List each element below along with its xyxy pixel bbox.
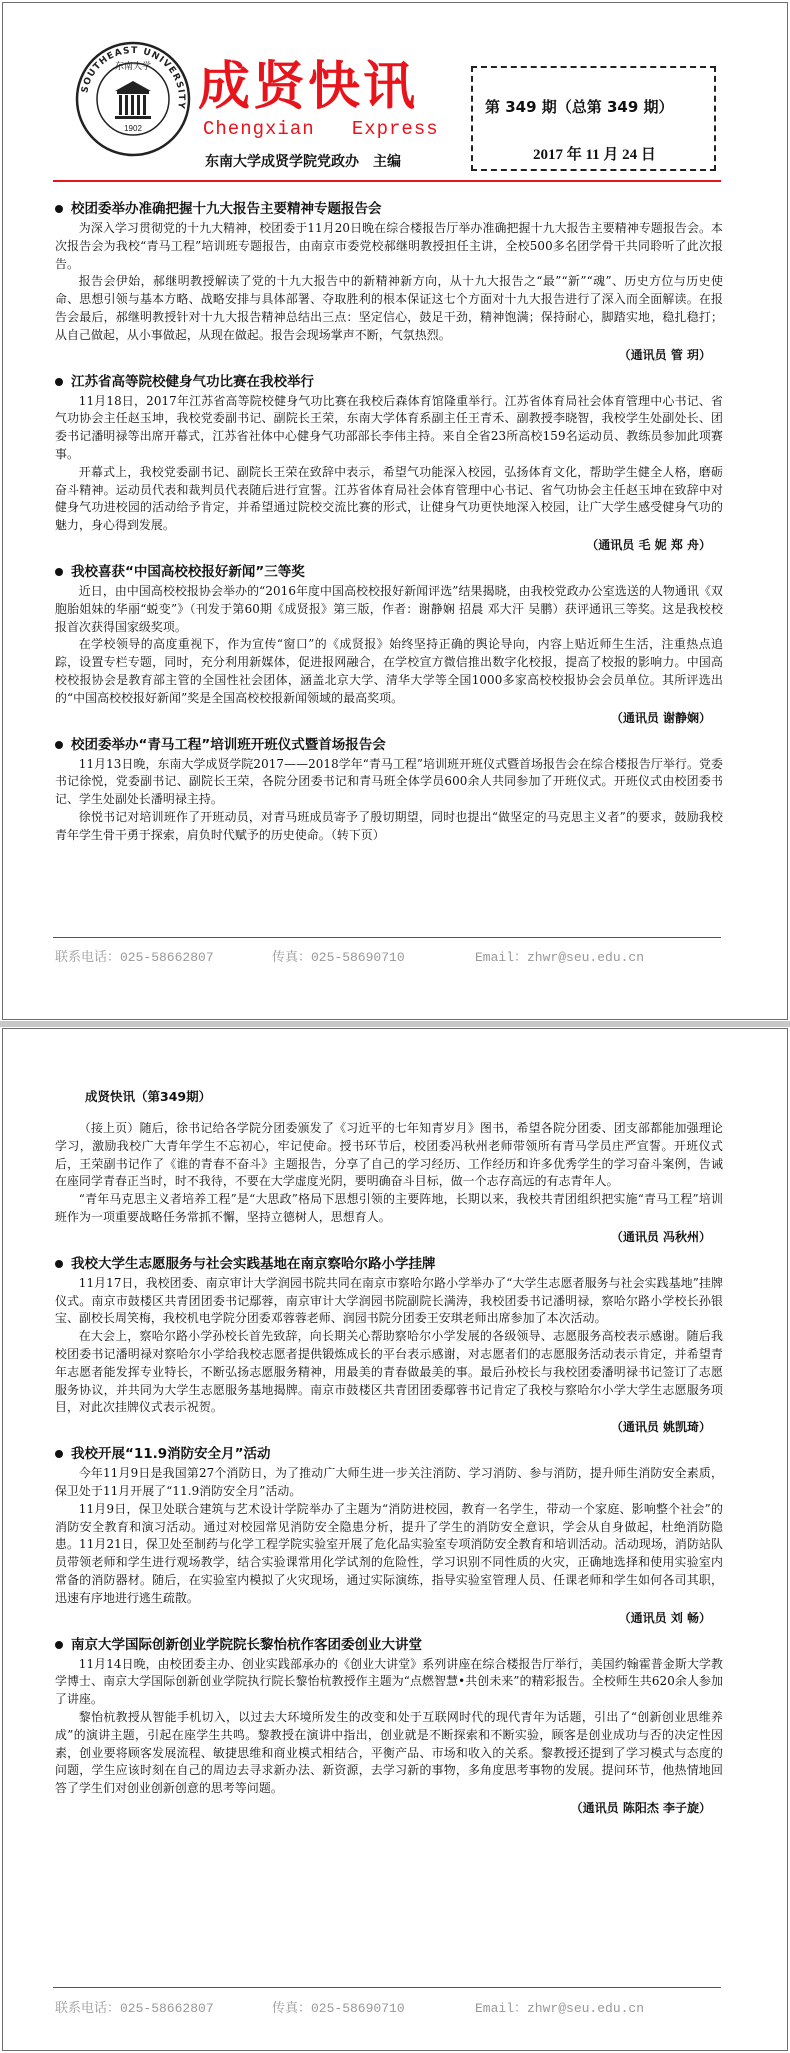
- newsletter-title-english: Chengxian Express: [203, 118, 439, 140]
- university-seal-logo: [75, 41, 191, 157]
- article: [55, 735, 723, 845]
- contact-phone: 联系电话：025-58662807: [55, 2001, 214, 2016]
- article-paragraph: “青年马克思主义者培养工程”是“大思政”格局下思想引领的主要阵地，长期以来，我校共青团组织把实施“青马工程”培训班作为一项重要战略任务常抓不懈，坚持立德树人，思想育人。: [55, 1192, 723, 1224]
- article-paragraph: 黎怡杭教授从智能手机切入，以过去大环境所发生的改变和处于互联网时代的现代青年为话题，引出了“创新创业思维养成”的演讲主题，引起在座学生共鸣。黎教授在演讲中指出，创业就是不断探索和不断实验，顾客是创业成功与否的决定性因素，创业要将顾客发展流程、敏捷思维和商业模式相结合，平衡产品、市场和收入的关系。黎教授还提到了学习模式与态度的问题，学生应该时刻在自己的周边去寻求新办法、新资源，去学习新的事物，多角度思考事物的发展。提问环节，他热情地回答了学生们对创业创新创意的思考等问题。: [55, 1709, 723, 1796]
- article-byline: （通讯员 谢静娴）: [610, 710, 711, 725]
- article: [55, 372, 723, 556]
- bullet-icon: [55, 205, 63, 213]
- article-headline: 校团委举办准确把握十九大报告主要精神专题报告会: [55, 199, 723, 219]
- svg-text:东南大学: 东南大学: [114, 62, 152, 72]
- bullet-icon: [55, 1641, 63, 1649]
- bullet-icon: [55, 741, 63, 749]
- article-paragraph: 11月13日晚，东南大学成贤学院2017——2018学年“青马工程”培训班开班仪式暨首场报告会在综合楼报告厅举行。党委书记徐悦，党委副书记、副院长王荣，各院分团委书记和青马班全体学员600余人共同参加了开班仪式。开班仪式由校团委书记、学生处副处长潘明禄主持。: [55, 756, 723, 807]
- article-paragraph: 为深入学习贯彻党的十九大精神，校团委于11月20日晚在综合楼报告厅举办准确把握十九大报告主要精神专题报告会。本次报告会为我校“青马工程”培训班专题报告，由南京市委党校郝继明教授担任主讲，全校500多名团学骨干共同聆听了此次报告。: [55, 221, 723, 271]
- page-two-articles: [55, 1120, 723, 1825]
- contact-footer: [55, 1997, 723, 2017]
- article-paragraph: 11月9日，保卫处联合建筑与艺术设计学院举办了主题为“消防进校园，教育一名学生，带动一个家庭、影响整个社会”的消防安全教育和演习活动。通过对校园常见消防安全隐患分析，提升了学生的消防安全意识，学会从自身做起，杜绝消防隐患。11月21日，保卫处至制药与化学工程学院实验室开展了危化品实验室专项消防安全教育和培训活动。活动现场，消防站队员带领老师和学生进行观场教学，结合实验课常用化学试剂的危险性，学习识别不同性质的火灾，正确地选择和使用实验室内常备的消防器材。随后，在实验室内模拟了火灾现场，通过实际演练，指导实验室管理人员、任课老师和学生如何各司其职，迅速有序地进行逃生疏散。: [55, 1501, 723, 1605]
- footer-divider: [53, 937, 721, 938]
- contact-email[interactable]: Email：zhwr@seu.edu.cn: [475, 2001, 645, 2016]
- page-one-articles: [55, 199, 723, 851]
- running-head: 成贤快讯（第349期）: [85, 1089, 212, 1104]
- article-paragraph: 在大会上，察哈尔路小学孙校长首先致辞，向长期关心帮助察哈尔小学发展的各级领导、志愿服务高校表示感谢。随后我校团委书记潘明禄对察哈尔小学给我校志愿者提供锻炼成长的平台表示感谢，对志愿者们的志愿服务活动表示肯定，并希望青年志愿者能发挥专业特长，不断弘扬志愿服务精神，用最美的青春做最美的事。最后孙校长与我校团委潘明禄书记签订了志愿服务协议，并共同为大学生志愿服务基地揭牌。南京市鼓楼区共青团团委鄢蓉书记肯定了我校与察哈尔小学大学生志愿服务项目，对此次挂牌仪式表示祝贺。: [55, 1329, 723, 1415]
- article-paragraph: 今年11月9日是我国第27个消防日，为了推动广大师生进一步关注消防、学习消防、参与消防，提升师生消防安全素质，保卫处于11月开展了“11.9消防安全月”活动。: [55, 1466, 723, 1498]
- article: [55, 1120, 723, 1248]
- footer-divider: [53, 1987, 721, 1988]
- article-byline: （通讯员 毛 妮 郑 舟）: [586, 537, 711, 552]
- issue-date: 2017 年 11 月 24 日: [533, 147, 656, 163]
- publisher-line: 东南大学成贤学院党政办 主编: [205, 154, 401, 170]
- article-headline: 我校开展“11.9消防安全月”活动: [55, 1444, 723, 1464]
- masthead-divider: [53, 180, 721, 182]
- article-headline: 我校喜获“中国高校校报好新闻”三等奖: [55, 562, 723, 582]
- article-byline: （通讯员 管 玥）: [618, 347, 711, 362]
- article-paragraph: 开幕式上，我校党委副书记、副院长王荣在致辞中表示，希望气功能深入校园，弘扬体育文化，帮助学生健全人格，磨砺奋斗精神。运动员代表和裁判员代表随后进行宣誓。江苏省体育局社会体育管理中心书记、省气功协会主任赵玉坤在致辞中对健身气功进校园的活动给予肯定，并希望通过院校交流比赛的形式，让健身气功更快地深入校园，让广大学生感受健身气功的魅力，身心得到发展。: [55, 464, 723, 533]
- article-headline: 南京大学国际创新创业学院院长黎怡杭作客团委创业大讲堂: [55, 1635, 723, 1655]
- article-paragraph: 11月14日晚，由校团委主办、创业实践部承办的《创业大讲堂》系列讲座在综合楼报告厅举行，美国约翰霍普金斯大学教学博士、南京大学国际创新创业学院执行院长黎怡杭教授作主题为“点燃智慧•共创未来”的精彩报告。全校师生共620余人参加了讲座。: [55, 1656, 723, 1707]
- article-headline: 江苏省高等院校健身气功比赛在我校举行: [55, 372, 723, 392]
- article-byline: （通讯员 陈阳杰 李子旋）: [570, 1800, 711, 1815]
- article-paragraph: 11月17日，我校团委、南京审计大学润园书院共同在南京市察哈尔路小学举办了“大学生志愿者服务与社会实践基地”挂牌仪式。南京市鼓楼区共青团团委书记鄢蓉，南京审计大学润园书院副院长满涛，我校团委书记潘明禄，察哈尔路小学校长孙银宝、副校长周笑梅，我校机电学院分团委邓蓉蓉老师、润园书院分团委王安琪老师出席参加了本次活动。: [55, 1275, 723, 1326]
- contact-email[interactable]: Email：zhwr@seu.edu.cn: [475, 950, 645, 965]
- bullet-icon: [55, 568, 63, 576]
- contact-footer: [55, 946, 723, 966]
- bullet-icon: [55, 1450, 63, 1458]
- article-paragraph: 11月18日，2017年江苏省高等院校健身气功比赛在我校后森体育馆隆重举行。江苏省体育局社会体育管理中心书记、省气功协会主任赵玉坤，我校党委副书记、副院长王荣，东南大学体育系副主任王青禾、副教授李晓智，我校学生处副处长、团委书记潘明禄等出席开幕式，江苏省社体中心健身气功部部长李伟主持。来自全省23所高校159名运动员、教练员参加此项赛事。: [55, 393, 723, 461]
- article: [55, 199, 723, 366]
- page-two: [2, 1028, 788, 2051]
- issue-number: 第 349 期（总第 349 期）: [485, 98, 674, 116]
- article-paragraph: （接上页）随后，徐书记给各学院分团委颁发了《习近平的七年知青岁月》图书，希望各院分团委、团支部都能加强理论学习，激励我校广大青年学生不忘初心，牢记使命。授书环节后，校团委冯秋州老师带领所有青马学员庄严宣誓。开班仪式后，王荣副书记作了《谁的青春不奋斗》主题报告，分享了自己的学习经历、工作经历和许多优秀学生的学习奋斗案例，告诫在座同学青春正当时，时不我待，不要在大学虚度光阴，要明确奋斗目标，做一个志存高远的有志青年人。: [55, 1121, 723, 1189]
- bullet-icon: [55, 378, 63, 386]
- svg-text:SOUTHEAST UNIVERSITY: SOUTHEAST UNIVERSITY: [80, 45, 187, 111]
- article: [55, 1635, 723, 1819]
- issue-info-box: [471, 66, 716, 171]
- article-byline: （通讯员 冯秋州）: [610, 1229, 711, 1244]
- article-paragraph: 近日，由中国高校校报协会举办的“2016年度中国高校校报好新闻评选”结果揭晓，由我校党政办公室选送的人物通讯《双胞胎姐妹的华丽“蜕变”》（刊发于第60期《成贤报》第三版，作者：谢静娴 招晨 邓大汗 吴鹏）获评通讯三等奖。这是我校校报首次获得国家级奖项。: [55, 583, 723, 634]
- article-paragraph: 徐悦书记对培训班作了开班动员，对青马班成员寄予了殷切期望，同时也提出“做坚定的马克思主义者”的要求，鼓励我校青年学生骨干勇于探索，肩负时代赋予的历史使命。（转下页）: [55, 809, 723, 842]
- article: [55, 1254, 723, 1438]
- contact-fax: 传真：025-58690710: [272, 950, 405, 965]
- page-one: [2, 2, 788, 1020]
- article-byline: （通讯员 刘 畅）: [618, 1610, 711, 1625]
- article: [55, 562, 723, 729]
- article-headline: 我校大学生志愿服务与社会实践基地在南京察哈尔路小学挂牌: [55, 1254, 723, 1274]
- article-paragraph: 报告会伊始，郝继明教授解读了党的十九大报告中的新精神新方向，从十九大报告之“最”“新”“魂”、历史方位与历史使命、思想引领与基本方略、战略安排与具体部署、夺取胜利的根本保证这七个方面对十九大报告进行了深入而全面解读。在报告会最后，郝继明教授针对十九大报告精神总结出三点：坚定信心，鼓足干劲，精神饱满；保持耐心，脚踏实地，稳扎稳打；从自己做起，从小事做起，从现在做起。报告会现场掌声不断，气氛热烈。: [55, 274, 723, 342]
- article-headline: 校团委举办“青马工程”培训班开班仪式暨首场报告会: [55, 735, 723, 755]
- newsletter-title: 成贤快讯: [198, 57, 419, 117]
- page-separator: [0, 1021, 790, 1027]
- masthead: [3, 3, 788, 181]
- article-paragraph: 在学校领导的高度重视下，作为宣传“窗口”的《成贤报》始终坚持正确的舆论导向，内容上贴近师生生活，注重热点追踪，设置专栏专题，同时，充分利用新媒体，促进报网融合，在学校宣方微信推出数字化校报，提高了校报的影响力。中国高校校报协会是教育部主管的全国性社会团体，涵盖北京大学、清华大学等全国1000多家高校校报协会会员单位。其所评选出的“中国高校校报好新闻”奖是全国高校校报新闻领域的最高奖项。: [55, 637, 723, 705]
- article-byline: （通讯员 姚凯琦）: [610, 1420, 711, 1435]
- article: [55, 1444, 723, 1628]
- svg-text:1902: 1902: [124, 124, 142, 133]
- contact-fax: 传真：025-58690710: [272, 2001, 405, 2016]
- contact-phone: 联系电话：025-58662807: [55, 950, 214, 965]
- bullet-icon: [55, 1260, 63, 1268]
